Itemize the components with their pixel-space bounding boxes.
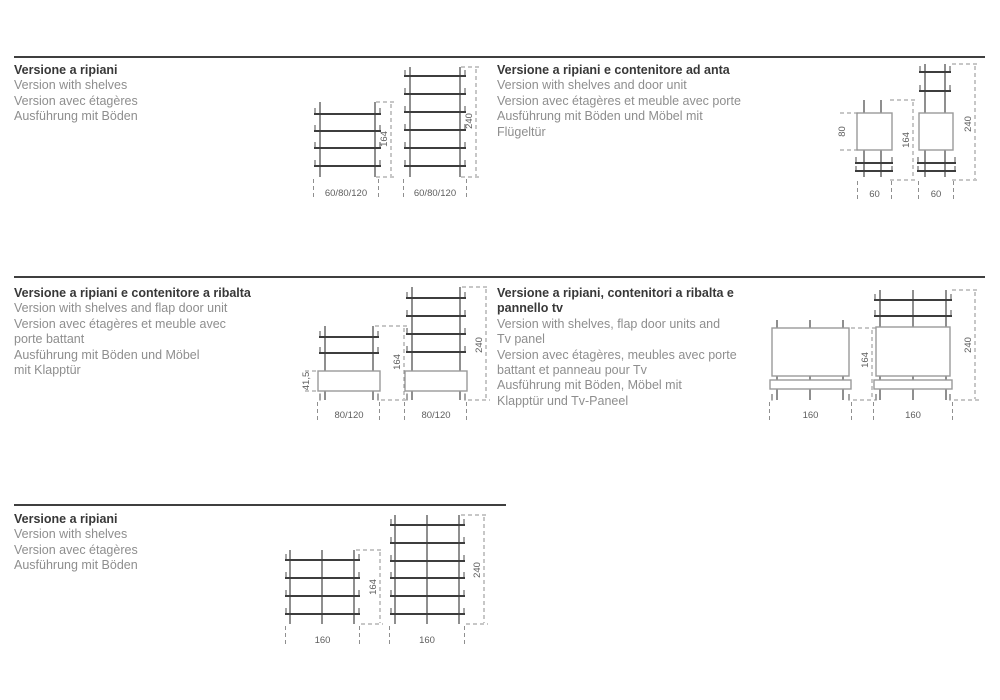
section-subtitle-de: Ausführung mit Böden [14, 558, 138, 573]
section-subtitle-de: Ausführung mit Böden [14, 109, 138, 124]
flap-cabinet-box [770, 380, 851, 389]
section-title: Versione a ripiani [14, 512, 118, 526]
height-dimension-label: 164 [860, 352, 871, 368]
width-dimension-label: 80/120 [421, 410, 451, 421]
section-title: Versione a ripiani, contenitori a ribalta e [497, 286, 734, 300]
section-subtitle-fr2: battant et panneau pour Tv [497, 363, 647, 378]
tv-panel [772, 328, 849, 376]
box-height-dimension-label: 41,5 [301, 371, 312, 391]
section-subtitle-en: Version with shelves and door unit [497, 78, 687, 93]
wide-shelf-unit-164 [285, 550, 360, 624]
dimensions-shelf-unit-164 [314, 102, 395, 199]
height-dimension-label: 240 [963, 337, 974, 353]
drawing-flap-units [300, 281, 505, 423]
section-title-line2: pannello tv [497, 301, 563, 316]
door-cabinet-box [919, 113, 953, 150]
door-unit-240 [917, 64, 956, 177]
section-subtitle-fr: Version avec étagères et meuble avec [14, 316, 226, 331]
section-title: Versione a ripiani e contenitore ad anta [497, 63, 730, 77]
section-subtitle-en2: Tv panel [497, 332, 545, 347]
section-subtitle-fr2: porte battant [14, 332, 85, 347]
flap-cabinet-box [405, 371, 467, 391]
wide-shelf-unit-240 [390, 515, 465, 624]
width-dimension-label: 60 [930, 189, 942, 200]
text-block-top-left [14, 63, 138, 125]
height-dimension-label: 164 [368, 579, 379, 595]
dimensions-wide-shelf-unit-164 [286, 550, 384, 646]
text-block-mid-left [14, 286, 251, 378]
drawing-door-units [828, 56, 990, 204]
section-subtitle-fr: Version avec étagères [14, 542, 138, 557]
dimensions-wide-shelf-unit-240 [390, 515, 489, 646]
door-cabinet-box [857, 113, 892, 150]
section-subtitle-de: Ausführung mit Böden und Möbel [14, 347, 200, 362]
width-dimension-label: 80/120 [334, 410, 364, 421]
section-subtitle-de2: mit Klapptür [14, 363, 81, 378]
section-subtitle-de: Ausführung mit Böden, Möbel mit [497, 378, 682, 393]
text-block-mid-right [497, 286, 737, 409]
height-dimension-label: 240 [963, 116, 974, 132]
tv-panel-unit-240 [874, 290, 952, 401]
drawing-shelf-units-narrow [305, 58, 500, 203]
flap-unit-164 [318, 326, 380, 401]
section-subtitle-en: Version with shelves, flap door units and [497, 316, 721, 331]
height-dimension-label: 240 [472, 562, 483, 578]
shelf-unit-240 [404, 67, 466, 177]
width-dimension-label: 60 [869, 189, 880, 200]
section-subtitle-de2: Flügeltür [497, 124, 546, 139]
section-subtitle-fr: Version avec étagères [14, 93, 138, 108]
height-dimension-label: 164 [901, 132, 912, 148]
section-title: Versione a ripiani [14, 63, 118, 77]
flap-unit-240 [405, 287, 467, 401]
flap-cabinet-box [318, 371, 380, 391]
tv-panel-unit-164 [770, 320, 851, 401]
flap-cabinet-box [874, 380, 952, 389]
dimensions-shelf-unit-240 [404, 67, 480, 199]
width-dimension-label: 160 [419, 635, 435, 646]
width-dimension-label: 160 [802, 410, 819, 421]
width-dimension-label: 60/80/120 [324, 188, 368, 199]
width-dimension-label: 160 [905, 410, 921, 421]
height-dimension-label: 164 [379, 131, 390, 147]
section-subtitle-en: Version with shelves and flap door unit [14, 301, 228, 316]
shelf-unit-164 [314, 102, 381, 177]
box-height-dimension-label: 80 [837, 126, 848, 137]
drawing-tv-panel-units [760, 281, 988, 423]
dimensions-flap-unit-240 [405, 287, 491, 421]
section-subtitle-en: Version with shelves [14, 527, 128, 542]
section-subtitle-de: Ausführung mit Böden und Möbel mit [497, 109, 703, 124]
height-dimension-label: 240 [474, 337, 485, 353]
section-subtitle-fr: Version avec étagères et meuble avec porte [497, 93, 741, 108]
height-dimension-label: 164 [392, 354, 403, 370]
width-dimension-label: 60/80/120 [413, 188, 457, 199]
section-subtitle-fr: Version avec étagères, meubles avec porte [497, 347, 737, 362]
section-subtitle-en: Version with shelves [14, 78, 128, 93]
door-unit-164 [855, 100, 893, 177]
width-dimension-label: 160 [314, 635, 331, 646]
middle-section-rule [14, 276, 985, 278]
text-block-top-right [497, 63, 741, 140]
text-block-bottom-left [14, 512, 138, 574]
section-subtitle-de2: Klapptür und Tv-Paneel [497, 393, 629, 408]
tv-panel [876, 327, 950, 376]
drawing-wide-shelf-units [276, 506, 494, 658]
height-dimension-label: 240 [464, 113, 475, 129]
section-title: Versione a ripiani e contenitore a ribalta [14, 286, 251, 300]
